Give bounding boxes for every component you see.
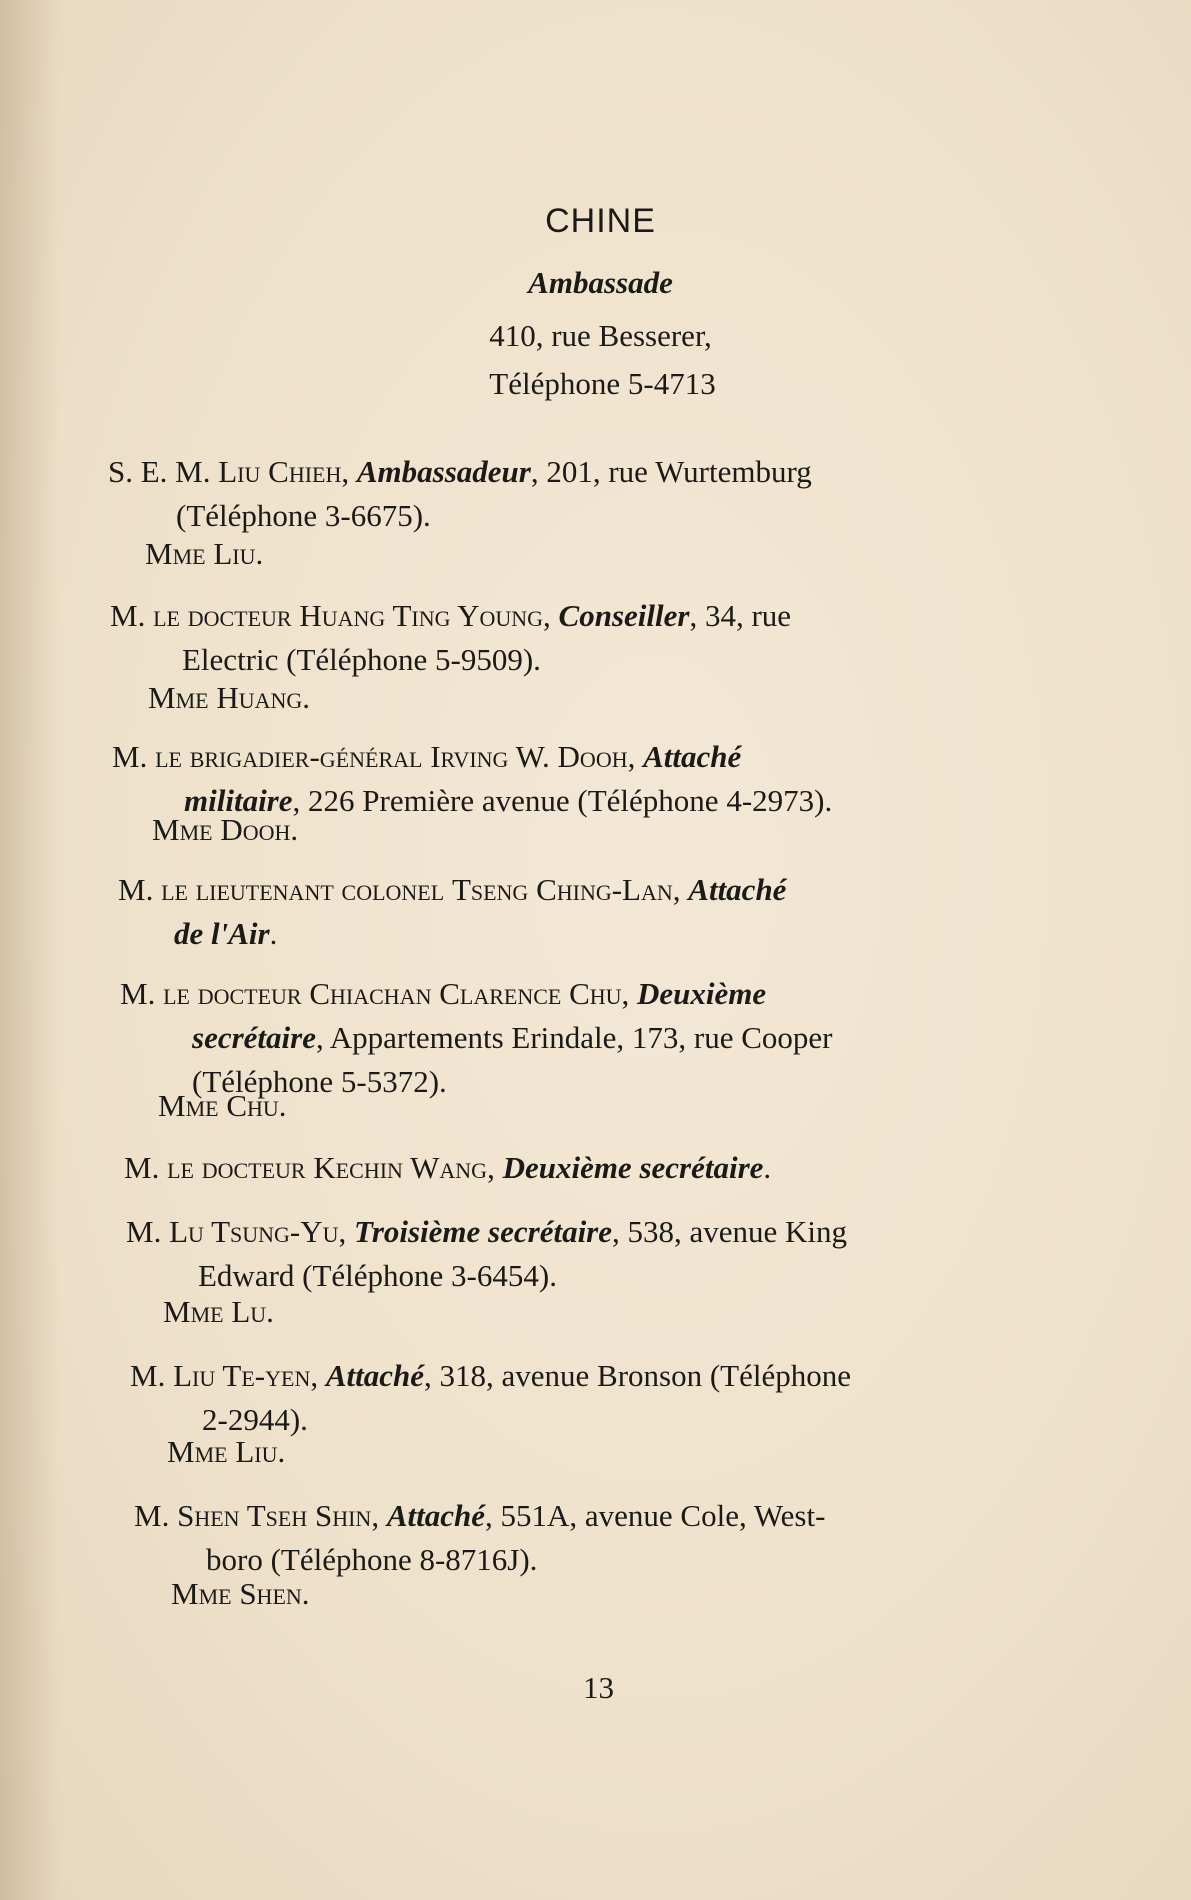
person-name: Shen Tseh Shin — [177, 1498, 372, 1533]
directory-entry — [110, 594, 1030, 682]
person-name: Chiachan Clarence Chu — [309, 976, 622, 1011]
entry-line-1: M. Shen Tseh Shin, Attaché, 551A, avenue Cole, West- — [134, 1498, 826, 1533]
entry-line-3: (Téléphone 5-5372). — [192, 1064, 447, 1099]
person-rank: le docteur — [153, 598, 292, 633]
person-title: Attaché — [325, 1358, 425, 1393]
person-name: Kechin Wang — [313, 1150, 488, 1185]
directory-entry — [134, 1494, 1054, 1582]
section-subtitle: Ambassade — [528, 265, 673, 300]
person-title: Deuxième — [637, 976, 767, 1011]
directory-entry — [124, 1146, 1044, 1190]
person-title: Attaché — [386, 1498, 485, 1533]
entry-line-2: secrétaire, Appartements Erindale, 173, rue Cooper — [192, 1020, 833, 1055]
person-name: Tseng Ching-Lan — [451, 872, 673, 907]
entry-line-2: 2-2944). — [202, 1402, 308, 1437]
entry-line-1: M. Liu Te-yen, Attaché, 318, avenue Bronson (Téléphone — [130, 1358, 852, 1393]
entry-line-1: M. le docteur Chiachan Clarence Chu, Deuxième — [120, 976, 767, 1011]
spouse-name: Mme Shen. — [171, 1576, 310, 1611]
entry-line-2: boro (Téléphone 8-8716J). — [206, 1542, 538, 1577]
entry-line-1: M. Lu Tsung-Yu, Troisième secrétaire, 538, avenue King — [126, 1214, 848, 1249]
person-rank: le docteur — [167, 1150, 306, 1185]
spouse-name: Mme Dooh. — [152, 812, 299, 847]
spouse-name: Mme Huang. — [148, 680, 311, 715]
person-name: Huang Ting Young — [299, 598, 544, 633]
person-title: Troisième secrétaire — [354, 1214, 613, 1249]
entry-line-1: M. le brigadier-général Irving W. Dooh, Attaché — [112, 739, 742, 774]
spouse-name: Mme Liu. — [145, 536, 264, 571]
person-name: Liu Chieh — [218, 454, 342, 489]
entry-line-2: Electric (Téléphone 5-9509). — [182, 642, 541, 677]
person-title: Deuxième secrétaire — [502, 1150, 764, 1185]
entry-line-2: (Téléphone 3-6675). — [176, 498, 431, 533]
entry-line-2: militaire, 226 Première avenue (Téléphone 4-2973). — [184, 783, 833, 818]
embassy-phone: Téléphone 5-4713 — [489, 366, 716, 401]
entry-line-2: de l'Air. — [174, 916, 278, 951]
spouse-name: Mme Chu. — [158, 1088, 287, 1123]
entry-line-1: M. le docteur Kechin Wang, Deuxième secrétaire. — [124, 1150, 772, 1185]
directory-entry — [130, 1354, 1050, 1442]
spouse-name: Mme Lu. — [163, 1294, 274, 1329]
embassy-address: 410, rue Besserer, — [489, 318, 712, 353]
entry-line-1: M. le lieutenant colonel Tseng Ching-Lan, Attaché — [118, 872, 787, 907]
entry-line-1: M. le docteur Huang Ting Young, Conseiller, 34, rue — [110, 598, 792, 633]
person-title: Attaché — [643, 739, 742, 774]
page-number: 13 — [583, 1670, 614, 1705]
entry-line-1: S. E. M. Liu Chieh, Ambassadeur, 201, rue Wurtemburg — [108, 454, 812, 489]
person-rank: le lieutenant colonel — [161, 872, 445, 907]
person-name: Irving W. Dooh — [430, 739, 628, 774]
person-name: Lu Tsung-Yu — [169, 1214, 339, 1249]
person-name: Liu Te-yen — [173, 1358, 311, 1393]
directory-entry — [108, 450, 1028, 538]
person-title: Conseiller — [558, 598, 690, 633]
person-rank: le docteur — [163, 976, 302, 1011]
person-title: Ambassadeur — [356, 454, 531, 489]
person-title: Attaché — [688, 872, 787, 907]
directory-entry — [118, 868, 1038, 956]
entry-line-2: Edward (Téléphone 3-6454). — [198, 1258, 557, 1293]
person-rank: le brigadier-général — [155, 739, 423, 774]
spouse-name: Mme Liu. — [167, 1434, 286, 1469]
directory-entry — [126, 1210, 1046, 1298]
country-heading: CHINE — [545, 202, 656, 240]
